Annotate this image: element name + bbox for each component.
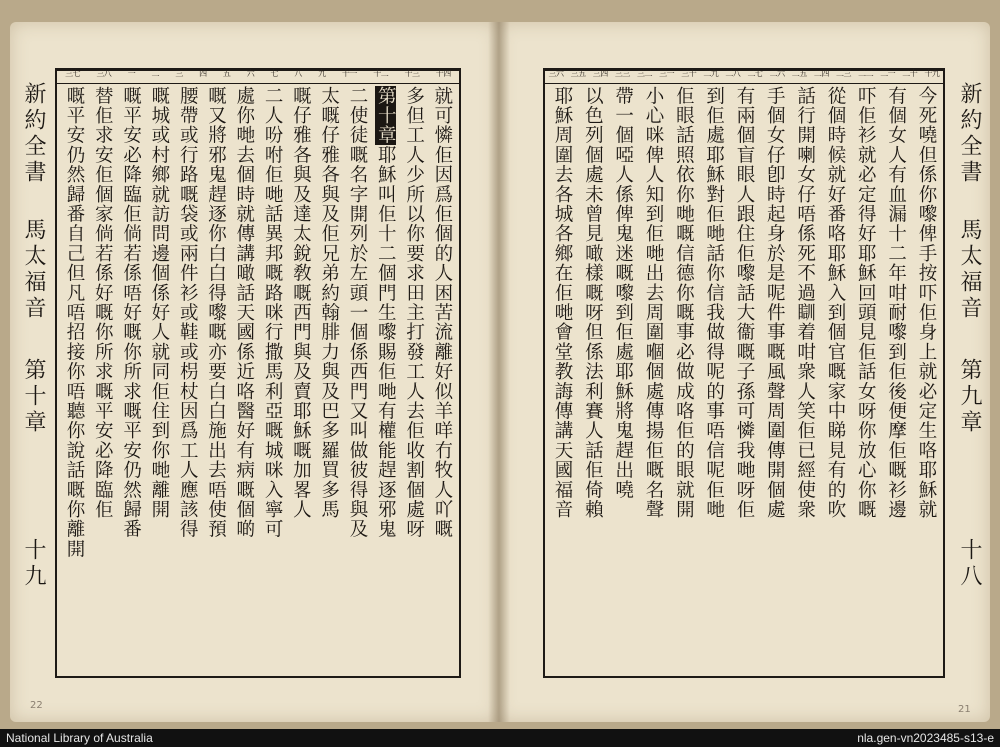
left-text-column: 嘅城或村鄉就訪問邊個係好人就同佢住到你哋離開 [148, 86, 170, 520]
left-line-number: 十四 [435, 69, 451, 78]
left-line-number: 二 [151, 69, 160, 78]
right-margin-title: 新約全書 [957, 82, 982, 186]
left-line-number: 三八 [96, 69, 112, 78]
footer-identifier: nla.gen-vn2023485-s13-e [857, 731, 994, 745]
left-text-column: 嘅平安仍然歸番自己但凡唔招接你唔聽你說話嘅你離開 [64, 86, 85, 559]
right-line-number: 二四 [813, 69, 829, 78]
right-text-column: 話行開喇女仔唔係死不過瞓着咁衆人笑佢已經使衆 [794, 86, 816, 520]
left-line-number: 三七 [65, 69, 81, 78]
right-line-number: 二八 [725, 69, 741, 78]
left-text-column: 替佢求安佢個家倘若係好嘅你所求嘅平安必降臨佢 [92, 86, 114, 520]
right-line-number: 三六 [548, 69, 564, 78]
right-line-number: 三五 [570, 69, 586, 78]
right-text-column: 從個時候就好番咯耶穌入到個官嘅家中睇見有的吹 [824, 86, 846, 520]
pencil-folio-right: 21 [958, 704, 971, 715]
left-text-column: 多但工人少所以你要求田主打發工人去佢收割個處呀 [403, 86, 425, 540]
right-line-numbers [545, 68, 943, 84]
right-text-column: 耶穌周圍去各城各鄉在佢哋會堂教誨傳講天國福音 [552, 86, 573, 520]
right-line-number: 三二 [636, 69, 652, 78]
left-text-column: 第十章耶穌叫佢十二個門生嚟賜佢哋有權能趕逐邪鬼 [375, 86, 397, 540]
left-margin-book: 馬太福音 [21, 218, 46, 322]
right-line-number: 二九 [703, 69, 719, 78]
left-margin [8, 68, 52, 678]
left-line-number: 十一 [341, 69, 357, 78]
left-line-numbers [57, 68, 459, 84]
right-line-number: 二五 [791, 69, 807, 78]
left-text-column: 就可憐佢因爲佢個的人困苦流離好似羊咩冇牧人吖嘅 [431, 86, 453, 540]
right-line-number: 二十 [902, 69, 918, 78]
right-line-number: 二七 [747, 69, 763, 78]
left-margin-chapter: 第十章 [21, 358, 46, 436]
chapter-ten-marker: 第十章 [375, 86, 397, 146]
left-line-number: 一 [127, 69, 136, 78]
left-line-number: 八 [294, 69, 302, 78]
left-line-number: 十二 [373, 69, 389, 78]
right-line-number: 二六 [769, 69, 785, 78]
left-text-column: 腰帶或行路嘅袋或兩件衫或鞋或枴杖因爲工人應該得 [177, 86, 199, 540]
right-margin [944, 68, 988, 678]
right-line-number: 二二 [858, 69, 874, 78]
right-text-column: 帶一個啞人係俾鬼迷嘅嚟到佢處耶穌將鬼趕出嘵 [612, 86, 634, 500]
right-margin-page-number: 十八 [957, 538, 982, 590]
right-line-number: 三三 [614, 69, 630, 78]
left-text-columns [61, 86, 455, 672]
left-margin-page-number: 十九 [21, 538, 46, 590]
right-text-column: 有個女人有血漏十二年咁耐嚟到佢後便摩佢嘅衫邊 [885, 86, 907, 520]
left-line-number: 五 [222, 69, 231, 78]
left-text-column: 二人吩咐佢哋話異邦嘅路咪行撒馬利亞嘅城咪入寧可 [262, 86, 284, 540]
left-text-column: 太嘅仔雅各與及佢兄弟約翰腓力與及巴多羅買多馬 [318, 86, 340, 520]
left-line-number: 六 [246, 69, 255, 78]
left-line-number: 三 [175, 69, 183, 78]
left-text-column: 嘅平安必降臨佢倘若係唔好嘅你所求嘅平安仍然歸番 [120, 86, 142, 540]
right-text-column: 今死嘵但係你嚟俾手按吓佢身上就必定生咯耶穌就 [915, 86, 937, 520]
book-gutter [488, 22, 510, 722]
right-line-number: 三一 [659, 69, 675, 78]
left-line-number: 四 [199, 69, 207, 78]
right-text-column: 到佢處耶穌對佢哋話你信我做得呢的事唔信呢佢哋 [703, 86, 725, 520]
right-margin-chapter: 第九章 [957, 358, 982, 436]
left-line-number: 七 [270, 69, 279, 78]
left-line-number: 十三 [404, 69, 420, 78]
right-text-column: 吓佢衫就必定得好耶穌回頭見佢話女呀你放心你嘅 [855, 86, 877, 520]
right-line-number: 二一 [880, 69, 896, 78]
right-line-number: 三十 [681, 69, 697, 78]
left-text-column: 二使徒嘅名字開列於左頭一個係西門又叫做彼得與及 [346, 86, 368, 540]
footer-bar [0, 729, 1000, 747]
right-text-column: 有兩個盲眼人跟住佢嚟話大衞嘅子孫可憐我哋呀佢 [733, 86, 755, 520]
right-line-number: 三四 [592, 69, 608, 78]
right-text-column: 小心咪俾人知到佢哋出去周圍嗰個處傳揚佢嘅名聲 [642, 86, 664, 520]
right-line-number: 十九 [924, 69, 940, 78]
left-text-frame [55, 68, 461, 678]
right-text-column: 佢眼話照依你哋嘅信德你嘅事必做成咯佢的眼就開 [673, 86, 695, 520]
footer-library-name: National Library of Australia [6, 731, 153, 745]
right-text-column: 手個女仔卽時起身於是呢件事嘅風聲周圍傳開個處 [764, 86, 786, 520]
left-text-column: 嘅又將邪鬼趕逐你白白得嚟嘅亦要白白施出去唔使預 [205, 86, 227, 540]
right-text-column: 以色列個處未曾見噉樣嘅呀但係法利賽人話佢倚賴 [582, 86, 604, 520]
right-margin-book: 馬太福音 [957, 218, 982, 322]
left-text-column: 嘅仔雅各與及達太銳敎嘅西門與及賣耶穌嘅加畧人 [290, 86, 312, 520]
pencil-folio-left: 22 [30, 700, 43, 711]
left-margin-title: 新約全書 [21, 82, 46, 186]
right-line-number: 二三 [835, 69, 851, 78]
right-text-columns [549, 86, 939, 672]
right-text-frame [543, 68, 945, 678]
left-line-number: 九 [318, 69, 326, 78]
left-text-column: 處你哋去個時就傳講噉話天國係近咯醫好有病嘅個啲 [233, 86, 255, 540]
